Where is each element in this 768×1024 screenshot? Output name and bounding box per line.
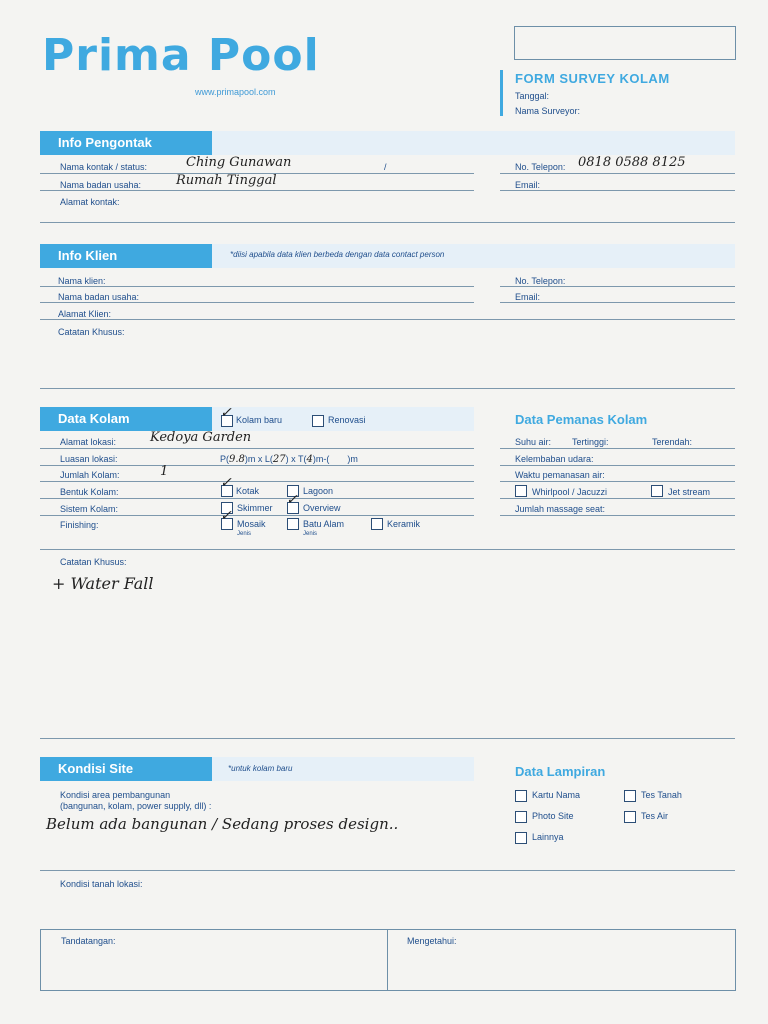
- kondisi-area-sublabel: (bangunan, kolam, power supply, dll) :: [60, 801, 212, 811]
- luasan-t-value: 4: [306, 454, 313, 465]
- kartu-nama-label: Kartu Nama: [532, 790, 581, 800]
- section-title: Data Kolam: [40, 407, 212, 431]
- section-title: Info Pengontak: [40, 131, 212, 155]
- telepon-label: No. Telepon:: [515, 162, 566, 172]
- jumlah-kolam-value: 1: [160, 464, 169, 479]
- luasan-l-value: 27: [272, 454, 286, 465]
- title-accent-bar: [500, 70, 503, 116]
- lagoon-label: Lagoon: [303, 486, 334, 496]
- field-line: [500, 286, 735, 287]
- tertinggi-label: Tertinggi:: [572, 437, 609, 447]
- overview-label: Overview: [303, 503, 341, 513]
- batu-alam-jenis: Jenis: [303, 531, 318, 537]
- field-line: [500, 173, 735, 174]
- field-line: [500, 448, 735, 449]
- field-line: [40, 465, 474, 466]
- kolam-catatan-label: Catatan Khusus:: [60, 557, 127, 567]
- alamat-klien-label: Alamat Klien:: [58, 309, 112, 319]
- field-line: [40, 870, 735, 871]
- field-line: [40, 222, 735, 223]
- luasan-m: )m-(: [312, 454, 330, 464]
- field-line: [40, 388, 735, 389]
- check-mark-icon: ✓: [220, 508, 232, 524]
- field-line: [40, 515, 474, 516]
- kondisi-tanah-label: Kondisi tanah lokasi:: [60, 879, 143, 889]
- keramik-label: Keramik: [387, 519, 421, 529]
- section-title: Info Klien: [40, 244, 212, 268]
- form-number-box: [514, 26, 736, 60]
- renovasi-label: Renovasi: [328, 415, 366, 425]
- signature-divider: [387, 930, 388, 990]
- check-mark-icon: ✓: [286, 492, 298, 508]
- batu-alam-checkbox[interactable]: [287, 518, 299, 530]
- field-line: [40, 481, 474, 482]
- field-line: [40, 738, 735, 739]
- pemanas-title: Data Pemanas Kolam: [515, 412, 648, 427]
- logo: Prima Pool: [42, 30, 320, 81]
- tes-tanah-checkbox[interactable]: [624, 790, 636, 802]
- lainnya-checkbox[interactable]: [515, 832, 527, 844]
- mengetahui-label: Mengetahui:: [407, 936, 457, 946]
- field-line: [40, 286, 474, 287]
- check-mark-icon: ✓: [220, 405, 232, 421]
- klien-note: *diisi apabila data klien berbeda dengan data contact person: [230, 250, 445, 259]
- field-line: [40, 549, 735, 550]
- signature-box: [40, 929, 736, 991]
- check-mark-icon: ✓: [220, 475, 232, 491]
- lainnya-label: Lainnya: [532, 832, 564, 842]
- terendah-label: Terendah:: [652, 437, 693, 447]
- tes-tanah-label: Tes Tanah: [641, 790, 682, 800]
- field-line: [40, 190, 474, 191]
- alamat-lokasi-value: Kedoya Garden: [150, 430, 252, 445]
- luasan-l: )m x L(: [244, 454, 273, 464]
- luasan-formula: [220, 454, 358, 465]
- field-line: [500, 302, 735, 303]
- field-line: [500, 465, 735, 466]
- kolam-baru-label: Kolam baru: [236, 415, 283, 425]
- tes-air-checkbox[interactable]: [624, 811, 636, 823]
- field-line: [40, 498, 474, 499]
- section-title: Kondisi Site: [40, 757, 212, 781]
- surveyor-label: Nama Surveyor:: [515, 106, 581, 116]
- kartu-nama-checkbox[interactable]: [515, 790, 527, 802]
- badan-usaha-value: Rumah Tinggal: [176, 173, 277, 188]
- waktu-pemanasan-label: Waktu pemanasan air:: [515, 470, 605, 480]
- bentuk-kolam-label: Bentuk Kolam:: [60, 487, 119, 497]
- jumlah-kolam-label: Jumlah Kolam:: [60, 470, 120, 480]
- email-label: Email:: [515, 180, 541, 190]
- field-line: [500, 498, 735, 499]
- tes-air-label: Tes Air: [641, 811, 669, 821]
- kotak-label: Kotak: [236, 486, 260, 496]
- luasan-end: )m: [347, 454, 358, 464]
- photo-site-checkbox[interactable]: [515, 811, 527, 823]
- field-line: [40, 319, 735, 320]
- telepon-value: 0818 0588 8125: [578, 155, 686, 170]
- jetstream-label: Jet stream: [668, 487, 711, 497]
- kondisi-area-value: Belum ada bangunan / Sedang proses design..: [46, 815, 399, 833]
- klien-email-label: Email:: [515, 292, 541, 302]
- sistem-kolam-label: Sistem Kolam:: [60, 504, 119, 514]
- form-title: FORM SURVEY KOLAM: [515, 71, 670, 86]
- lampiran-title: Data Lampiran: [515, 764, 606, 779]
- luasan-p-value: 9.8: [229, 454, 245, 465]
- website-url: www.primapool.com: [195, 87, 276, 97]
- renovasi-checkbox[interactable]: [312, 415, 324, 427]
- nama-kontak-value: Ching Gunawan: [186, 155, 292, 170]
- alamat-kontak-label: Alamat kontak:: [60, 197, 120, 207]
- section-header-info-pengontak: [40, 131, 735, 155]
- luasan-t: ) x T(: [285, 454, 307, 464]
- tandatangan-label: Tandatangan:: [61, 936, 116, 946]
- photo-site-label: Photo Site: [532, 811, 574, 821]
- tanggal-label: Tanggal:: [515, 91, 550, 101]
- klien-telepon-label: No. Telepon:: [515, 276, 566, 286]
- whirlpool-checkbox[interactable]: [515, 485, 527, 497]
- field-line: [500, 515, 735, 516]
- field-line: [40, 448, 474, 449]
- nama-klien-label: Nama klien:: [58, 276, 106, 286]
- luasan-p: P(: [220, 454, 229, 464]
- whirlpool-label: Whirlpool / Jacuzzi: [532, 487, 608, 497]
- suhu-air-label: Suhu air:: [515, 437, 552, 447]
- kondisi-note: *untuk kolam baru: [228, 764, 293, 773]
- klien-badan-label: Nama badan usaha:: [58, 292, 140, 302]
- badan-usaha-label: Nama badan usaha:: [60, 180, 142, 190]
- mosaik-label: Mosaik: [237, 519, 266, 529]
- skimmer-label: Skimmer: [237, 503, 273, 513]
- alamat-lokasi-label: Alamat lokasi:: [60, 437, 117, 447]
- kelembaban-label: Kelembaban udara:: [515, 454, 594, 464]
- kondisi-area-label: Kondisi area pembangunan: [60, 790, 171, 800]
- field-line: [40, 302, 474, 303]
- finishing-label: Finishing:: [60, 520, 99, 530]
- nama-kontak-label: Nama kontak / status:: [60, 162, 148, 172]
- nama-kontak-separator: /: [384, 162, 387, 172]
- klien-catatan-label: Catatan Khusus:: [58, 327, 125, 337]
- luasan-label: Luasan lokasi:: [60, 454, 118, 464]
- jetstream-checkbox[interactable]: [651, 485, 663, 497]
- kolam-catatan-value: + Water Fall: [52, 574, 154, 593]
- mosaik-jenis: Jenis: [237, 531, 252, 537]
- batu-alam-label: Batu Alam: [303, 519, 345, 529]
- keramik-checkbox[interactable]: [371, 518, 383, 530]
- field-line: [500, 481, 735, 482]
- massage-seat-label: Jumlah massage seat:: [515, 504, 606, 514]
- field-line: [500, 190, 735, 191]
